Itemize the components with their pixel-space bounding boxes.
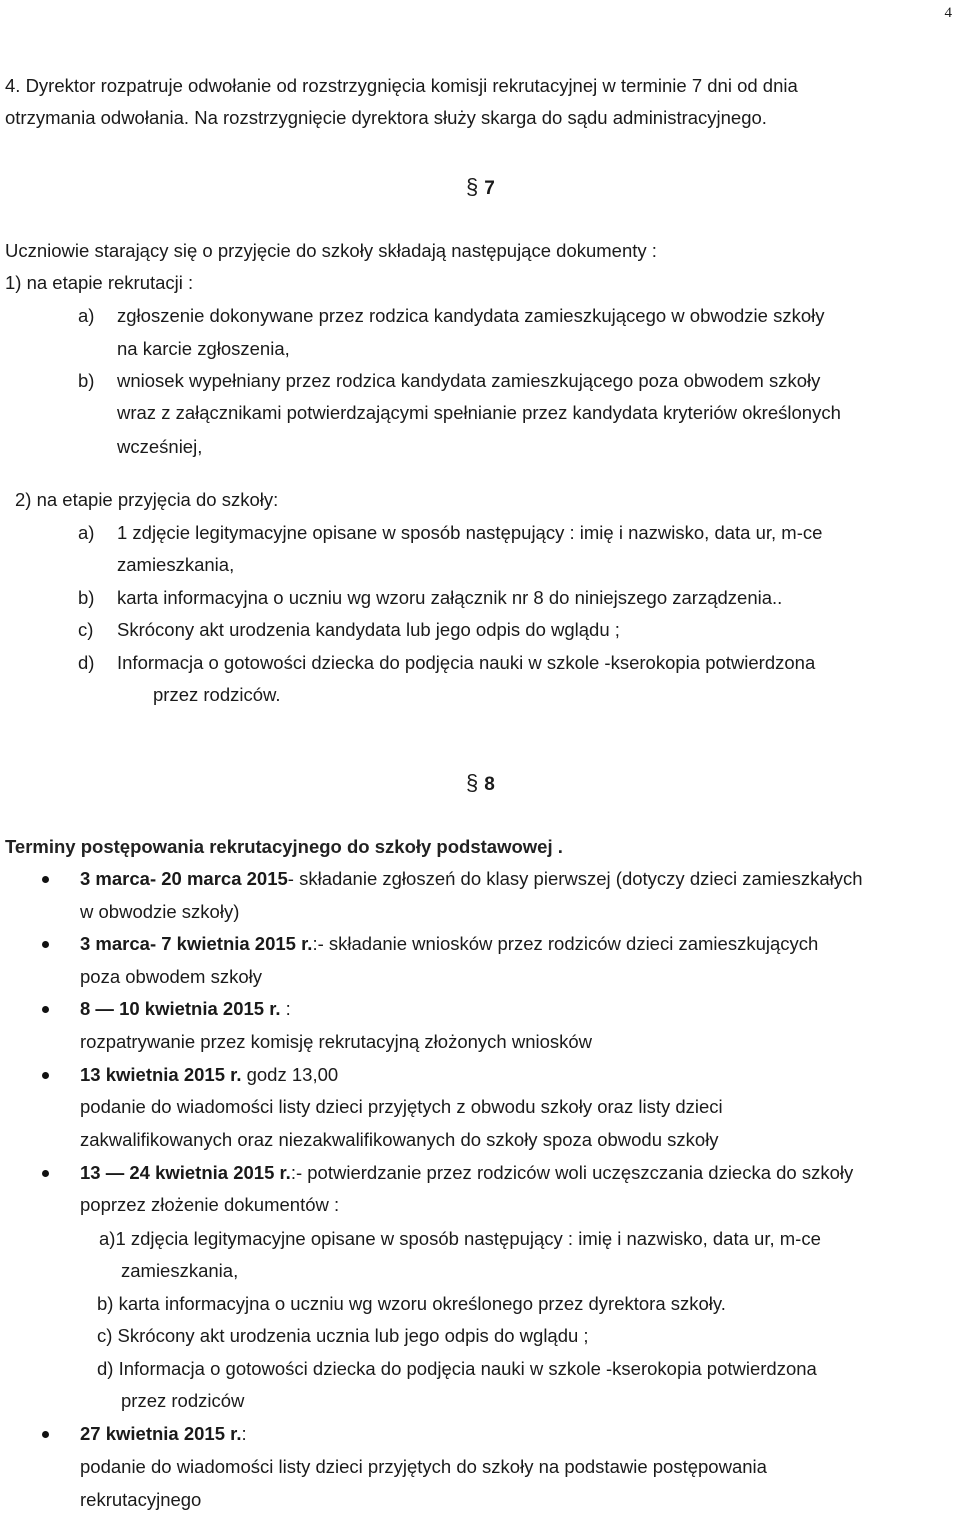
stage-2-label-b: b) — [78, 587, 95, 608]
schedule-item-1-line-2: w obwodzie szkoły) — [80, 901, 240, 922]
schedule-sub-c: c) Skrócony akt urodzenia ucznia lub jego odpis do wglądu ; — [97, 1325, 589, 1346]
schedule-item-date: 13 kwietnia 2015 r. — [80, 1064, 242, 1085]
section-7-heading — [466, 176, 495, 198]
page-number: 4 — [944, 5, 952, 21]
schedule-item-date: 8 — 10 kwietnia 2015 r. — [80, 998, 281, 1019]
bullet-icon — [42, 941, 49, 948]
section-number: 8 — [484, 774, 495, 795]
section-7-intro: Uczniowie starający się o przyjęcie do szkoły składają następujące dokumenty : — [5, 240, 657, 261]
schedule-item-5-line-1 — [80, 1164, 853, 1183]
schedule-heading: Terminy postępowania rekrutacyjnego do szkoły podstawowej . — [5, 836, 563, 857]
stage-2-item-d-line-1: Informacja o gotowości dziecka do podjęcia nauki w szkole -kserokopia potwierdzona — [117, 652, 816, 673]
schedule-item-date: 3 marca- 20 marca 2015 — [80, 868, 288, 889]
bullet-icon — [42, 1006, 49, 1013]
stage-2-item-b: karta informacyjna o uczniu wg wzoru załącznik nr 8 do niniejszego zarządzenia.. — [117, 587, 783, 608]
stage-2-heading: 2) na etapie przyjęcia do szkoły: — [15, 489, 279, 510]
schedule-sub-b: b) karta informacyjna o uczniu wg wzoru określonego przez dyrektora szkoły. — [97, 1293, 726, 1314]
schedule-item-date: 3 marca- 7 kwietnia 2015 r. — [80, 933, 313, 954]
schedule-item-3-line-1 — [80, 1000, 291, 1019]
bullet-icon — [42, 1431, 49, 1438]
item-b-line-1: wniosek wypełniany przez rodzica kandydata zamieszkującego poza obwodem szkoły — [117, 370, 821, 391]
bullet-icon — [42, 1170, 49, 1177]
item-label-b: b) — [78, 370, 95, 391]
schedule-item-6-line-3: rekrutacyjnego — [80, 1489, 202, 1510]
schedule-item-2-line-1 — [80, 935, 818, 954]
schedule-item-4-line-1 — [80, 1066, 338, 1085]
schedule-sub-a-line-1: a)1 zdjęcia legitymacyjne opisane w sposób następujący : imię i nazwisko, data ur, m-ce — [99, 1228, 821, 1249]
schedule-sub-d-line-2: przez rodziców — [121, 1390, 245, 1411]
item-a-line-2: na karcie zgłoszenia, — [117, 338, 290, 359]
schedule-item-6-line-1 — [80, 1425, 247, 1444]
stage-2-item-d-line-2: przez rodziców. — [153, 684, 281, 705]
paragraph-4-line-1: 4. Dyrektor rozpatruje odwołanie od rozstrzygnięcia komisji rekrutacyjnej w terminie 7 dni od dnia — [5, 75, 798, 96]
schedule-item-4-line-3: zakwalifikowanych oraz niezakwalifikowanych do szkoły spoza obwodu szkoły — [80, 1129, 719, 1150]
schedule-item-4-line-2: podanie do wiadomości listy dzieci przyjętych z obwodu szkoły oraz listy dzieci — [80, 1096, 723, 1117]
item-a-line-1: zgłoszenie dokonywane przez rodzica kandydata zamieszkującego w obwodzie szkoły — [117, 305, 825, 326]
schedule-item-text: : — [241, 1423, 247, 1444]
section-sign: § — [466, 174, 479, 199]
stage-2-label-c: c) — [78, 619, 94, 640]
stage-2-label-d: d) — [78, 652, 95, 673]
item-b-line-2: wraz z załącznikami potwierdzającymi spełnianie przez kandydata kryteriów określonych — [117, 402, 841, 423]
schedule-item-date: 13 — 24 kwietnia 2015 r. — [80, 1162, 291, 1183]
item-label-a: a) — [78, 305, 95, 326]
schedule-sub-a-line-2: zamieszkania, — [121, 1260, 239, 1281]
bullet-icon — [42, 1072, 49, 1079]
schedule-item-text: godz 13,00 — [241, 1064, 339, 1085]
schedule-item-text: :- składanie wniosków przez rodziców dzieci zamieszkujących — [312, 933, 819, 954]
schedule-item-1-line-1 — [80, 870, 863, 889]
section-sign: § — [466, 770, 479, 795]
schedule-item-date: 27 kwietnia 2015 r. — [80, 1423, 242, 1444]
schedule-item-6-line-2: podanie do wiadomości listy dzieci przyjętych do szkoły na podstawie postępowania — [80, 1456, 767, 1477]
bullet-icon — [42, 876, 49, 883]
schedule-item-text: : — [280, 998, 291, 1019]
schedule-item-2-line-2: poza obwodem szkoły — [80, 966, 263, 987]
schedule-item-5-line-2: poprzez złożenie dokumentów : — [80, 1194, 340, 1215]
stage-2-label-a: a) — [78, 522, 95, 543]
stage-1-heading: 1) na etapie rekrutacji : — [5, 272, 194, 293]
item-b-line-3: wcześniej, — [117, 436, 203, 457]
stage-2-item-a-line-1: 1 zdjęcie legitymacyjne opisane w sposób następujący : imię i nazwisko, data ur, m-ce — [117, 522, 823, 543]
section-number: 7 — [484, 178, 495, 199]
stage-2-item-c: Skrócony akt urodzenia kandydata lub jego odpis do wglądu ; — [117, 619, 620, 640]
schedule-sub-d-line-1: d) Informacja o gotowości dziecka do podjęcia nauki w szkole -kserokopia potwierdzona — [97, 1358, 817, 1379]
paragraph-4-line-2: otrzymania odwołania. Na rozstrzygnięcie dyrektora służy skarga do sądu administracyjnego. — [5, 107, 767, 128]
schedule-item-text: - składanie zgłoszeń do klasy pierwszej (dotyczy dzieci zamieszkałych — [287, 868, 863, 889]
schedule-item-text: :- potwierdzanie przez rodziców woli uczęszczania dziecka do szkoły — [290, 1162, 854, 1183]
schedule-item-3-line-2: rozpatrywanie przez komisję rekrutacyjną złożonych wniosków — [80, 1031, 593, 1052]
stage-2-item-a-line-2: zamieszkania, — [117, 554, 235, 575]
section-8-heading — [466, 772, 495, 794]
